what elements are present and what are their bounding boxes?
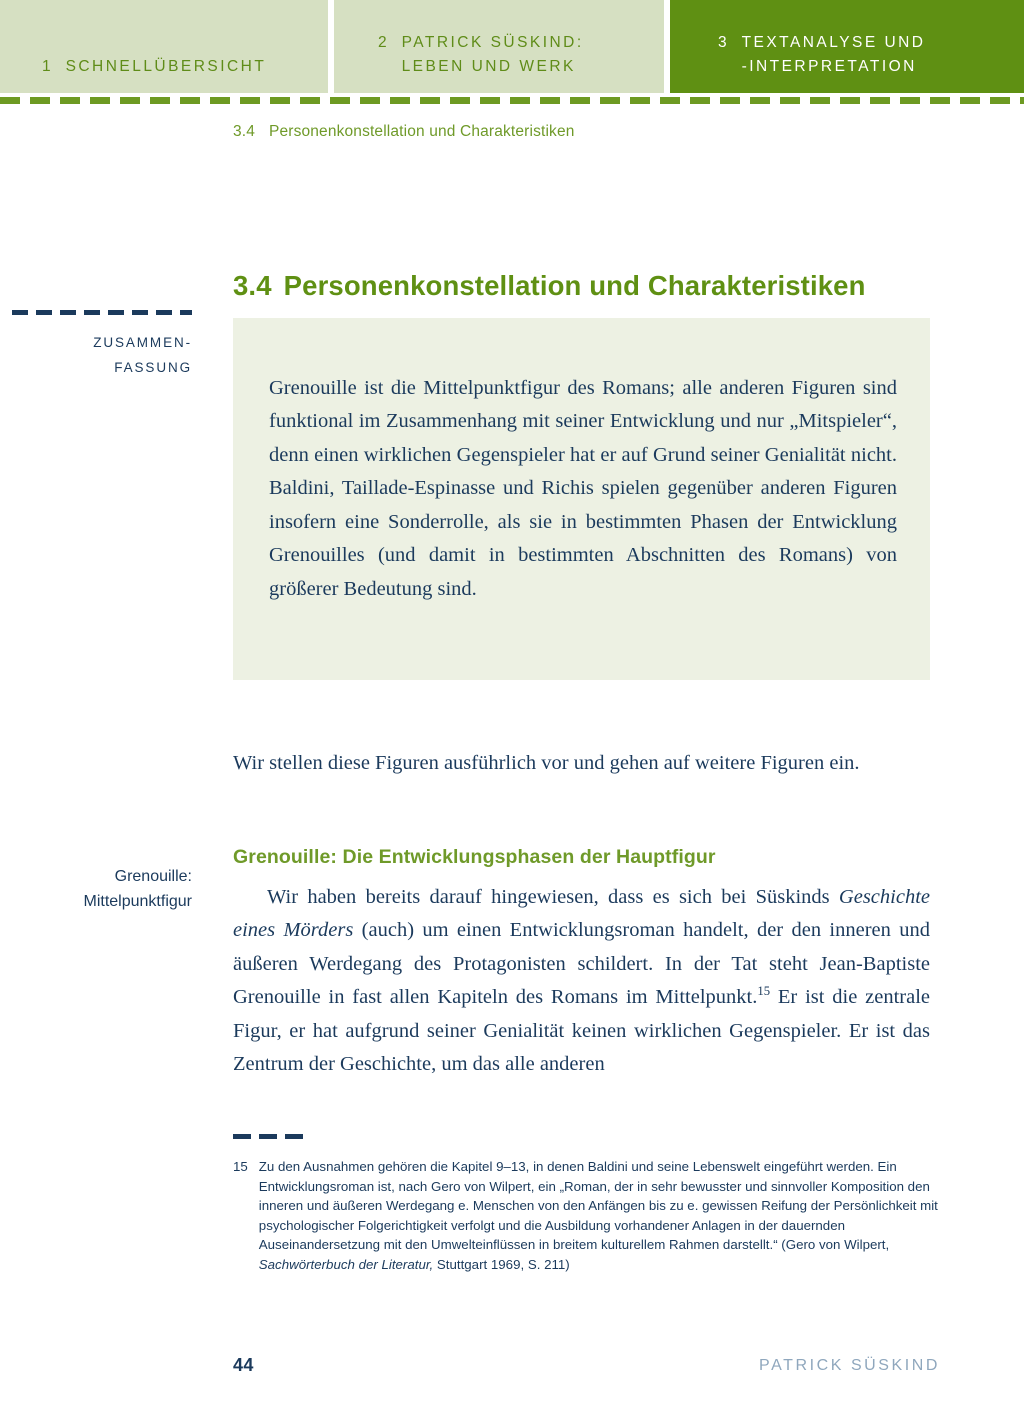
page-title <box>233 270 866 302</box>
footer-book-title: PATRICK SÜSKIND <box>759 1357 940 1374</box>
footnote-block <box>233 1157 941 1274</box>
page-title-number: 3.4 <box>233 270 272 302</box>
margin-note-grenouille: Grenouille: Mittelpunktfigur <box>83 868 192 910</box>
chapter-tab-1[interactable] <box>0 0 328 93</box>
summary-box <box>233 318 930 680</box>
summary-box-text: Grenouille ist die Mittelpunktfigur des Romans; alle anderen Figuren sind funktional im Zusammenhang mit seiner Entwicklung und nur „Mitspieler“, denn einen wirklichen Gegenspieler hat er auf Grund seiner Genialität nicht. Baldini, Taillade-Espinasse und Richis spielen gegenüber anderen Figuren insofern eine Sonderrolle, als sie in bestimmten Phasen der Entwicklung Grenouilles (und damit in bestimmten Abschnitten des Romans) von größerer Bedeutung sind. <box>269 376 897 601</box>
main-paragraph-part2: (auch) um einen Entwicklungsroman handelt, der den inneren und äußeren Werdegang des Protagonisten schildert. In der Tat steht Jean-Baptiste Grenouille in fast allen Kapiteln des Romans im Mittelpunkt. <box>233 919 930 1009</box>
footnote-number: 15 <box>233 1159 248 1174</box>
footnote-italic-title: Sachwörterbuch der Literatur, <box>258 1256 434 1272</box>
main-paragraph-italic-title: Geschichte eines Mörders <box>233 885 930 942</box>
running-head <box>233 123 575 141</box>
running-head-title: Personenkonstellation und Charakteristiken <box>269 123 575 140</box>
main-paragraph-part1: Wir haben bereits darauf hingewiesen, dass es sich bei Süskinds <box>267 885 839 908</box>
page-title-text: Personenkonstellation und Charakteristiken <box>283 270 866 302</box>
chapter-tab-1-number: 1 <box>42 57 52 75</box>
running-head-number: 3.4 <box>233 123 256 140</box>
chapter-tab-3-label: TEXTANALYSE UND -INTERPRETATION <box>741 33 926 75</box>
intro-paragraph: Wir stellen diese Figuren ausführlich vor und gehen auf weitere Figuren ein. <box>233 751 860 774</box>
chapter-tab-2-label: PATRICK SÜSKIND: LEBEN UND WERK <box>401 33 584 75</box>
margin-note-zusammenfassung: ZUSAMMEN- FASSUNG <box>93 335 192 375</box>
footnote-reference-15[interactable]: 15 <box>757 984 771 999</box>
page-number: 44 <box>233 1355 254 1375</box>
footnote-text <box>259 1157 941 1274</box>
chapter-tab-bar <box>0 0 1024 93</box>
chapter-tab-2-number: 2 <box>378 33 388 51</box>
chapter-tab-1-label: SCHNELLÜBERSICHT <box>65 57 267 75</box>
section-subheading: Grenouille: Die Entwicklungsphasen der Hauptfigur <box>233 846 716 869</box>
margin-note-dashed-rule <box>12 310 192 315</box>
chapter-tab-3-number: 3 <box>718 33 728 51</box>
tab-bar-dashed-rule <box>0 97 1024 104</box>
footnote-separator-rule <box>233 1134 305 1139</box>
chapter-tab-3[interactable] <box>670 0 1024 93</box>
footnote-part1: Zu den Ausnahmen gehören die Kapitel 9–13, in denen Baldini und seine Lebenswelt eingeführt werden. Ein Entwicklungsroman ist, nach Gero von Wilpert, ein „Roman, der in sehr bewusster und sinnvoller Komposition den inneren und äußeren Werdegang e. Menschen von den Anfängen bis zu e. gewissen Reifung der Persönlichkeit mit psychologischer Folgerichtigkeit verfolgt und die Ausbildung vorhandener Anlagen in der dauernden Auseinandersetzung mit den Umwelteinflüssen in breitem kulturellem Rahmen darstellt.“ (Gero von Wilpert, <box>258 1159 938 1252</box>
footnote-part2: Stuttgart 1969, S. 211) <box>433 1256 570 1272</box>
main-paragraph-part3: Er ist die zentrale Figur, er hat aufgrund seiner Genialität keinen wirklichen Gegenspieler. Er ist das Zentrum der Geschichte, um das alle anderen <box>233 986 930 1076</box>
main-paragraph <box>233 881 930 1083</box>
chapter-tab-2[interactable] <box>334 0 664 93</box>
